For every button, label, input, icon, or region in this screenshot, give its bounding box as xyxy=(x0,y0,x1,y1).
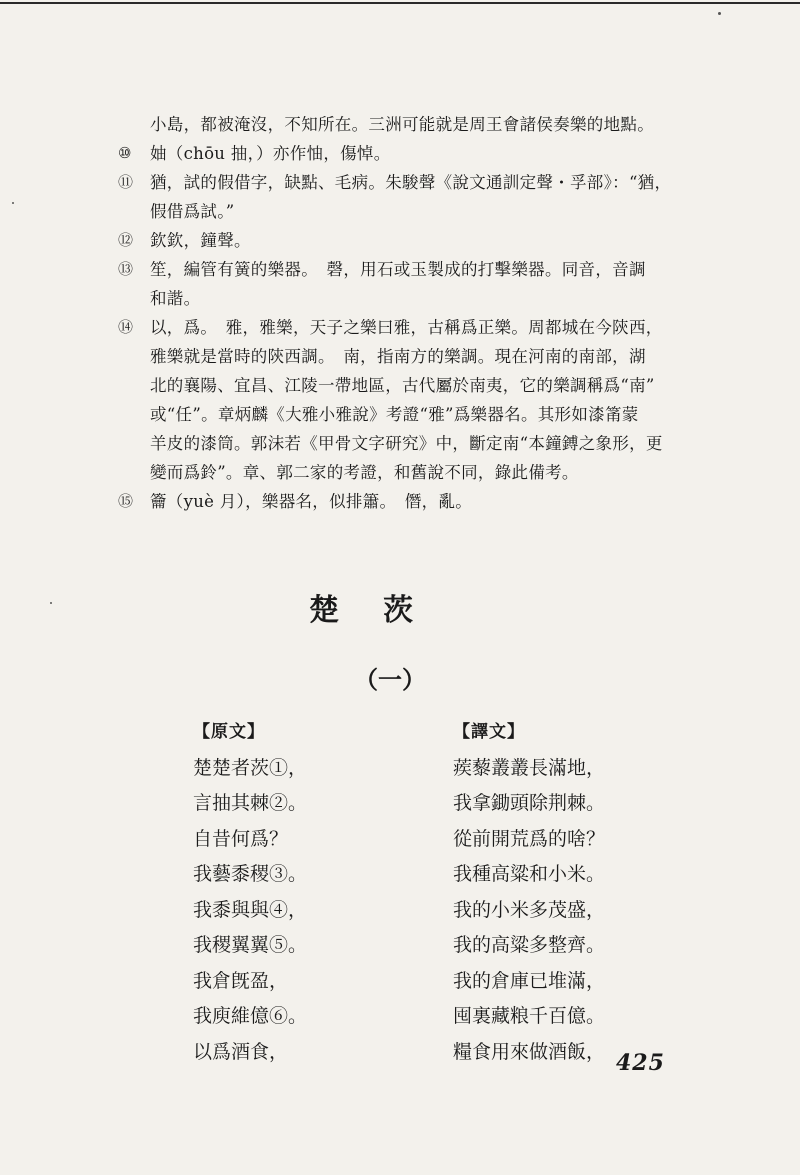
note-item xyxy=(118,139,678,168)
top-border-line xyxy=(0,2,800,4)
note-line: 妯（chōu 抽，）亦作怞，傷悼。 xyxy=(150,144,391,163)
original-text-header: 【原文】 xyxy=(193,722,265,742)
note-line: 猶，試的假借字，缺點、毛病。朱駿聲《說文通訓定聲・孚部》：“猶， xyxy=(150,173,672,192)
note-line: 小島，都被淹沒，不知所在。三洲可能就是周王會諸侯奏樂的地點。 xyxy=(150,115,654,134)
original-line: 自昔何爲？ xyxy=(193,827,289,850)
note-text xyxy=(150,226,678,255)
scan-speck xyxy=(12,202,14,204)
note-text xyxy=(150,168,678,226)
note-line: 變而爲鈴”。章、郭二家的考證，和舊說不同，錄此備考。 xyxy=(150,463,579,482)
note-text xyxy=(150,139,678,168)
note-number: ⑮ xyxy=(118,492,134,510)
note-number: ⑪ xyxy=(118,173,134,191)
translation-line: 我的高粱多整齊。 xyxy=(453,934,606,956)
note-line: 籥（yuè 月），樂器名，似排簫。 僭，亂。 xyxy=(150,492,473,511)
original-line: 楚楚者茨①， xyxy=(193,756,308,779)
original-line: 我稷翼翼⑤。 xyxy=(193,934,308,956)
original-line: 我黍與與④， xyxy=(193,898,308,921)
note-item xyxy=(118,313,678,487)
note-text xyxy=(150,313,678,487)
translation-line: 糧食用來做酒飯， xyxy=(453,1040,606,1063)
note-item xyxy=(118,168,678,226)
note-line: 以，爲。 雅，雅樂，天子之樂曰雅，古稱爲正樂。周都城在今陝西， xyxy=(150,318,663,337)
note-text xyxy=(150,255,678,313)
translation-line: 囤裏藏粮千百億。 xyxy=(453,1005,606,1027)
original-line: 我倉旣盈， xyxy=(193,969,289,992)
note-item xyxy=(118,110,678,139)
note-line: 羊皮的漆筒。郭沫若《甲骨文字研究》中，斷定南“本鐘鎛之象形，更 xyxy=(150,434,663,453)
annotation-notes xyxy=(118,110,678,516)
note-item xyxy=(118,487,678,516)
translation-header: 【譯文】 xyxy=(453,722,525,742)
note-item xyxy=(118,226,678,255)
note-line: 或“任”。章炳麟《大雅小雅說》考證“雅”爲樂器名。其形如漆筩蒙 xyxy=(150,405,639,424)
translation-line: 我的倉庫已堆滿， xyxy=(453,969,606,992)
note-number: ⑭ xyxy=(118,318,134,336)
translation-line: 蒺藜叢叢長滿地， xyxy=(453,756,606,779)
original-lines xyxy=(193,751,413,1071)
note-text xyxy=(150,110,678,139)
translation-line: 我的小米多茂盛， xyxy=(453,898,606,921)
translation-line: 我種高粱和小米。 xyxy=(453,863,606,885)
poem-title: 楚茨 xyxy=(309,593,457,628)
note-line: 北的襄陽、宜昌、江陵一帶地區，古代屬於南夷，它的樂調稱爲“南” xyxy=(150,376,655,395)
note-line: 欽欽，鐘聲。 xyxy=(150,231,251,250)
translation-lines xyxy=(453,751,663,1071)
note-number: ⑩ xyxy=(118,144,132,162)
note-number: ⑫ xyxy=(118,231,134,249)
note-line: 和諧。 xyxy=(150,289,201,308)
note-number: ⑬ xyxy=(118,260,134,278)
translation-line: 我拿鋤頭除荆棘。 xyxy=(453,792,606,814)
translation-column xyxy=(453,715,663,1070)
translation-line: 從前開荒爲的啥？ xyxy=(453,827,606,850)
original-line: 以爲酒食， xyxy=(193,1040,289,1063)
original-line: 我藝黍稷③。 xyxy=(193,863,308,885)
note-line: 笙，編管有簧的樂器。 磬，用石或玉製成的打擊樂器。同音，音調 xyxy=(150,260,646,279)
section-title: （一） xyxy=(354,665,426,694)
page-number: 425 xyxy=(616,1050,665,1076)
note-line: 雅樂就是當時的陝西調。 南，指南方的樂調。現在河南的南部，湖 xyxy=(150,347,646,366)
note-text xyxy=(150,487,678,516)
scan-speck xyxy=(718,12,721,15)
original-text-column xyxy=(193,715,413,1070)
original-line: 我庾維億⑥。 xyxy=(193,1005,308,1027)
note-item xyxy=(118,255,678,313)
original-line: 言抽其棘②。 xyxy=(193,792,308,814)
note-line: 假借爲試。” xyxy=(150,202,235,221)
